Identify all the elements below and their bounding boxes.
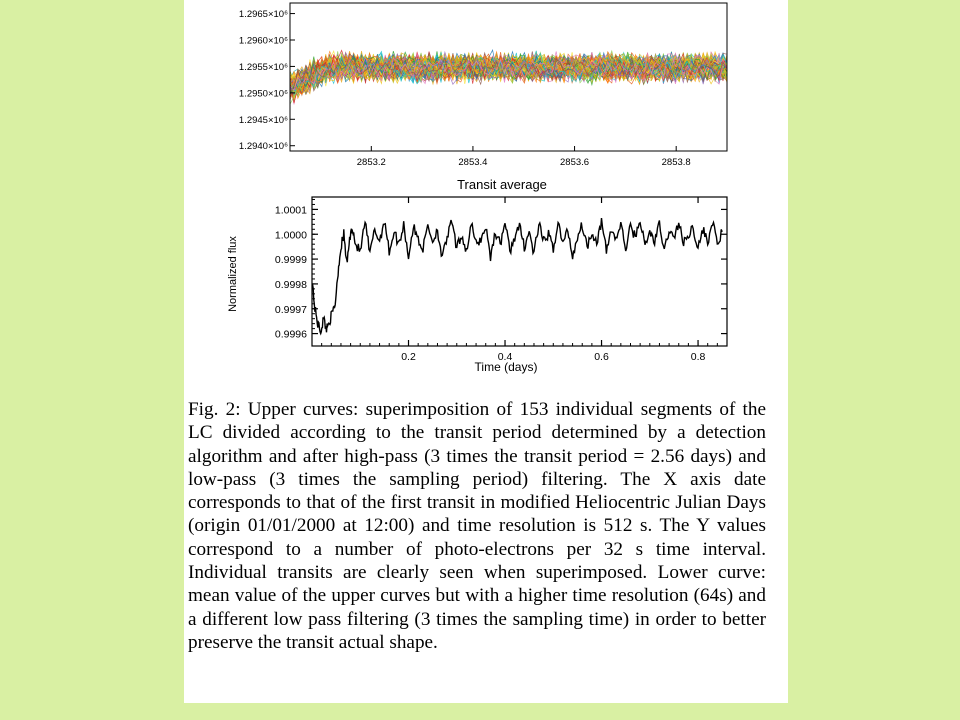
lower-chart bbox=[184, 190, 788, 390]
upper-x-tick-label: 2853.8 bbox=[661, 157, 691, 168]
lower-y-tick-label: 0.9998 bbox=[274, 278, 307, 291]
upper-y-tick-label: 1.2955×10⁶ bbox=[238, 61, 288, 73]
upper-y-tick-label: 1.2940×10⁶ bbox=[238, 141, 288, 153]
lower-y-tick-label: 0.9999 bbox=[274, 254, 307, 267]
lower-chart-xlabel: Time (days) bbox=[474, 360, 538, 374]
upper-chart-xlabel: Transit average bbox=[457, 177, 547, 192]
lower-y-tick-label: 1.0000 bbox=[274, 229, 307, 242]
upper-y-tick-label: 1.2945×10⁶ bbox=[238, 114, 288, 126]
figure-caption: Fig. 2: Upper curves: superimposition of 153 individual segments of the LC divided according to the transit period determined by a detection algorithm and after high-pass (3 times the transit period = 2.56 days) and low-pass (3 times the sampling period) filtering. The X axis date corresponds to that of the first transit in modified Heliocentric Julian Days (origin 01/01/2000 at 12:00) and time resolution is 512 s. The Y values correspond to a number of photo-electrons per 32 s time interval. Individual transits are clearly seen when superimposed. Lower curve: mean value of the upper curves but with a higher time resolution (64s) and a different low pass filtering (3 times the sampling time) in order to better preserve the transit actual shape. bbox=[188, 399, 766, 653]
upper-y-tick-label: 1.2950×10⁶ bbox=[238, 88, 288, 100]
document-page bbox=[184, 0, 788, 703]
upper-y-tick-label: 1.2965×10⁶ bbox=[238, 9, 288, 21]
lower-chart-frame bbox=[312, 197, 727, 346]
upper-x-tick-label: 2853.6 bbox=[560, 157, 590, 168]
mean-flux-curve bbox=[312, 218, 722, 334]
upper-y-tick-label: 1.2960×10⁶ bbox=[238, 35, 288, 47]
lower-chart-ylabel: Normalized flux bbox=[227, 236, 239, 312]
lower-x-tick-label: 0.4 bbox=[497, 351, 513, 363]
upper-chart bbox=[184, 0, 788, 200]
lower-x-tick-label: 0.8 bbox=[690, 351, 706, 363]
lower-x-tick-label: 0.2 bbox=[401, 351, 416, 363]
lower-y-tick-label: 1.0001 bbox=[274, 204, 307, 217]
lower-x-tick-label: 0.6 bbox=[594, 351, 609, 363]
upper-x-tick-label: 2853.2 bbox=[356, 157, 386, 168]
lower-y-tick-label: 0.9996 bbox=[274, 328, 307, 341]
upper-x-tick-label: 2853.4 bbox=[458, 157, 488, 168]
lower-y-tick-label: 0.9997 bbox=[274, 303, 307, 316]
